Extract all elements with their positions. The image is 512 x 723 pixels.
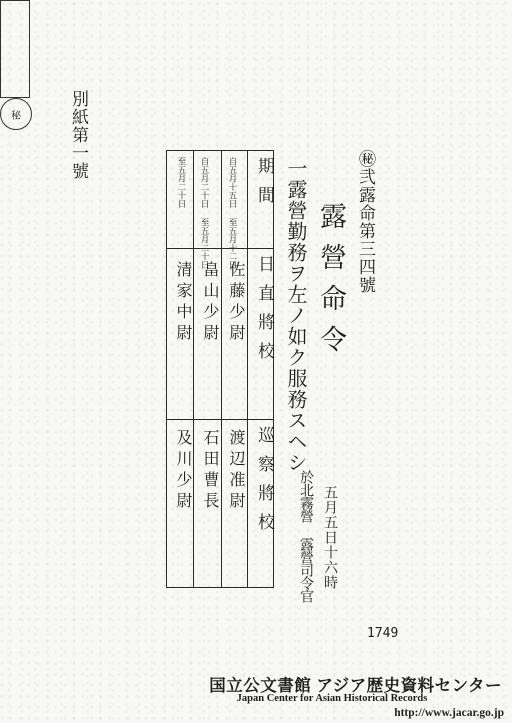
header-duty-officer: 日直將校 [254, 255, 274, 371]
row-3-period: 至五月二十日 [176, 157, 186, 208]
attachment-tag: 別紙第一號 [68, 90, 88, 180]
table-row-divider [167, 248, 273, 249]
issuer: 於北霧營 露營司令官 [298, 470, 314, 602]
table-column-divider [193, 151, 194, 587]
order-number: ㊙︎弐露命第三四號 [355, 150, 375, 294]
header-period: 期間 [254, 157, 274, 215]
stamp-text: 秘 [11, 110, 21, 122]
duty-table [166, 150, 274, 588]
archive-subtitle: Japan Center for Asian Historical Records [236, 693, 428, 704]
row-3-duty-officer: 清家中尉 [174, 261, 193, 345]
order-instruction: 一露營勤務ヲ左ノ如ク服務スヘシ [284, 158, 308, 473]
order-title: 露營命令 [315, 202, 346, 366]
row-2-period: 自五月二十日 至五月二十日 [199, 157, 209, 269]
attachment-tag-frame [0, 0, 30, 98]
archive-url: http://www.jacar.go.jp [394, 707, 504, 719]
row-1-patrol-officer: 渡辺准尉 [227, 429, 246, 513]
row-2-duty-officer: 畠山少尉 [201, 261, 220, 345]
row-1-period: 自五月十五日 至五月十二日 [227, 157, 237, 269]
header-patrol-officer: 巡察將校 [254, 426, 274, 542]
table-row-divider [167, 419, 273, 420]
secret-stamp [0, 98, 32, 130]
page-number: 1749 [367, 626, 399, 641]
row-1-duty-officer: 佐藤少尉 [227, 261, 246, 345]
row-3-patrol-officer: 及川少尉 [174, 429, 193, 513]
table-column-divider [247, 151, 248, 587]
table-column-divider [221, 151, 222, 587]
row-2-patrol-officer: 石田曹長 [201, 429, 220, 513]
issue-date: 五月五日十六時 [322, 485, 338, 590]
archive-title: 国立公文書館 アジア歴史資料センター [209, 677, 502, 695]
